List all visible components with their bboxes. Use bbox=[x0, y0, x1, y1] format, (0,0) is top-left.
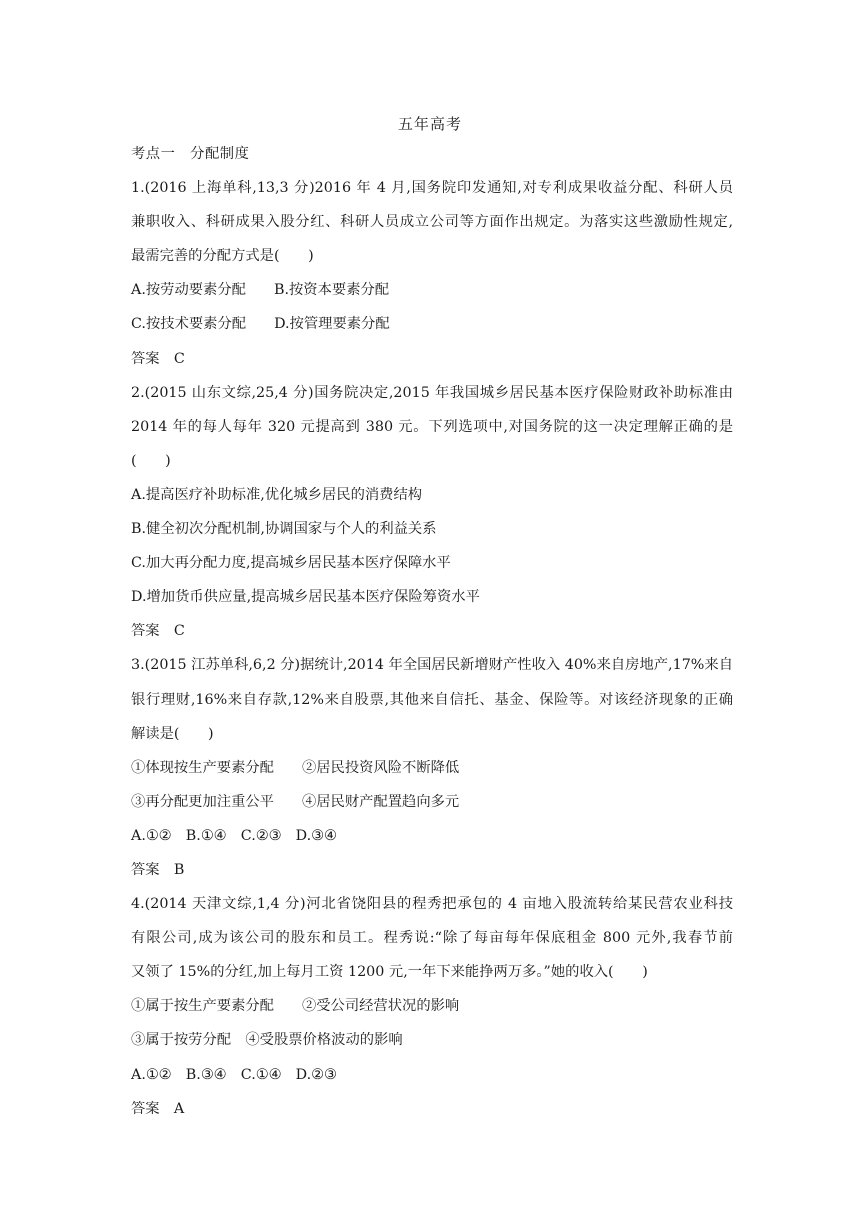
question-1 bbox=[131, 178, 733, 368]
option-b: B.按资本要素分配 bbox=[273, 282, 390, 299]
question-stem-line: 又领了 15%的分红,加上每月工资 1200 元,一年下来能挣两万多。”她的收入( ) bbox=[131, 964, 648, 981]
option-d: D.按管理要素分配 bbox=[274, 316, 390, 333]
choice-row: A.①② B.③④ C.①④ D.②③ bbox=[131, 1066, 337, 1083]
answer-line: 答案 A bbox=[131, 1100, 185, 1117]
question-stem-line: 有限公司,成为该公司的股东和员工。程秀说:“除了每亩每年保底租金 800 元外,我春节前 bbox=[131, 930, 733, 947]
option-row bbox=[131, 280, 733, 300]
question-stem-line: 1.(2016 上海单科,13,3 分)2016 年 4 月,国务院印发通知,对专利成果收益分配、科研人员 bbox=[131, 180, 733, 197]
option-a: A.提高医疗补助标准,优化城乡居民的消费结构 bbox=[131, 486, 423, 503]
answer-line: 答案 C bbox=[131, 350, 185, 367]
question-stem-line: 最需完善的分配方式是( ) bbox=[131, 248, 314, 265]
statement-2: ②受公司经营状况的影响 bbox=[301, 998, 460, 1015]
option-c: C.加大再分配力度,提高城乡居民基本医疗保障水平 bbox=[131, 555, 451, 572]
question-stem-line: 解读是( ) bbox=[131, 725, 214, 742]
question-stem-line: 兼职收入、科研成果入股分红、科研人员成立公司等方面作出规定。为落实这些激励性规定, bbox=[131, 214, 733, 231]
statement-row bbox=[131, 792, 733, 812]
choice-row: A.①② B.①④ C.②③ D.③④ bbox=[131, 827, 337, 844]
option-a: A.按劳动要素分配 bbox=[131, 282, 246, 299]
option-d: D.增加货币供应量,提高城乡居民基本医疗保险筹资水平 bbox=[131, 589, 480, 606]
statement-1: ①体现按生产要素分配 bbox=[131, 759, 274, 776]
answer-line: 答案 B bbox=[131, 861, 185, 878]
option-row bbox=[131, 314, 733, 334]
question-2 bbox=[131, 383, 733, 642]
question-stem-line: 3.(2015 江苏单科,6,2 分)据统计,2014 年全国居民新增财产性收入 40%来自房地产,17%来自 bbox=[131, 657, 733, 674]
option-c: C.按技术要素分配 bbox=[131, 316, 247, 333]
statement-row bbox=[131, 996, 733, 1016]
option-b: B.健全初次分配机制,协调国家与个人的利益关系 bbox=[131, 521, 437, 538]
statement-2: ②居民投资风险不断降低 bbox=[301, 759, 460, 776]
statement-4: ④居民财产配置趋向多元 bbox=[301, 793, 460, 810]
statement-row bbox=[131, 758, 733, 778]
question-4 bbox=[131, 894, 733, 1119]
answer-line: 答案 C bbox=[131, 623, 185, 640]
statement-1: ①属于按生产要素分配 bbox=[131, 998, 274, 1015]
question-stem-line: 4.(2014 天津文综,1,4 分)河北省饶阳县的程秀把承包的 4 亩地入股流转给某民营农业科技 bbox=[131, 896, 733, 913]
section-heading: 考点一 分配制度 bbox=[131, 146, 250, 162]
document-body bbox=[131, 144, 733, 1133]
question-stem-line: ( ) bbox=[131, 452, 171, 469]
question-stem-line: 2014 年的每人每年 320 元提高到 380 元。下列选项中,对国务院的这一决定理解正确的是 bbox=[131, 418, 733, 435]
statement-3: ③再分配更加注重公平 bbox=[131, 793, 274, 810]
question-3 bbox=[131, 655, 733, 880]
page-title: 五年高考 bbox=[397, 115, 462, 133]
question-stem-line: 2.(2015 山东文综,25,4 分)国务院决定,2015 年我国城乡居民基本医疗保险财政补助标准由 bbox=[131, 384, 733, 401]
statement-row: ③属于按劳分配 ④受股票价格波动的影响 bbox=[131, 1032, 403, 1049]
question-stem-line: 银行理财,16%来自存款,12%来自股票,其他来自信托、基金、保险等。对该经济现象的正确 bbox=[131, 691, 733, 708]
